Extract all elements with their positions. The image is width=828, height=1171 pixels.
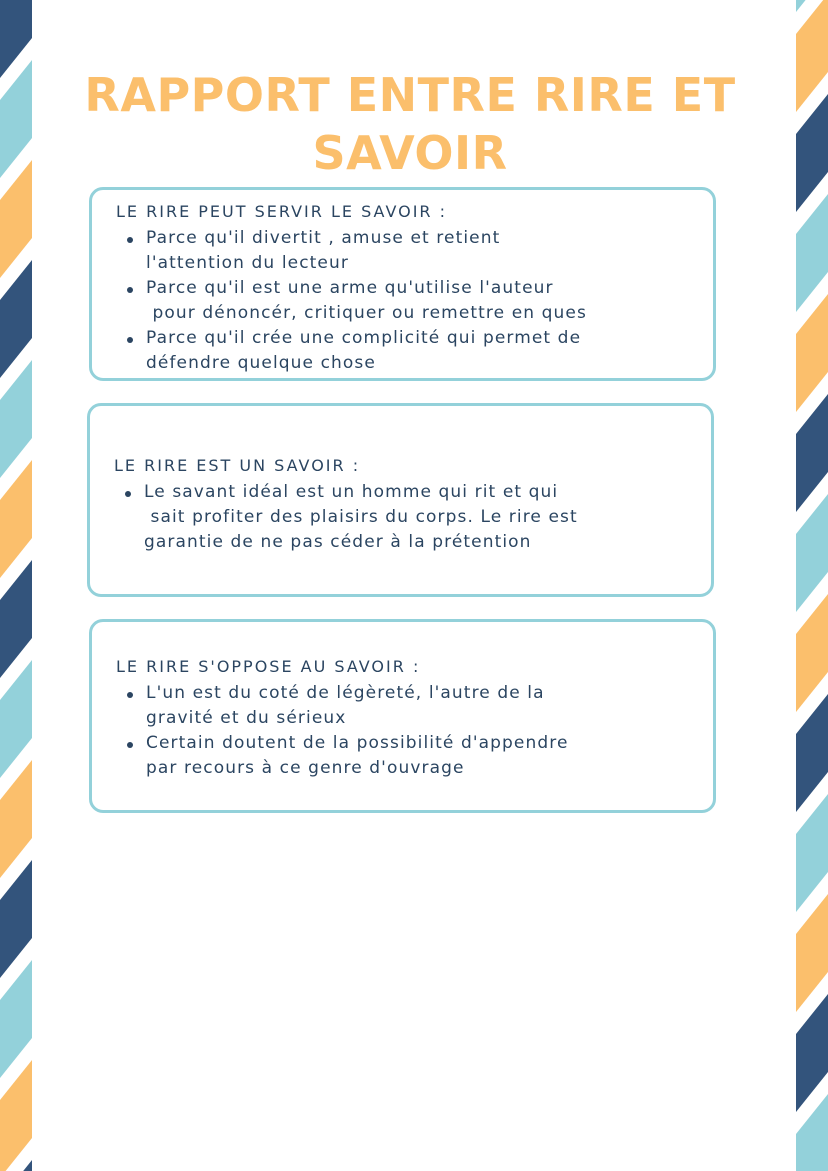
list-item-line: défendre quelque chose — [146, 353, 376, 373]
bullet-icon — [127, 692, 133, 698]
list-item-line: Parce qu'il est une arme qu'utilise l'auteur — [146, 278, 554, 298]
right-striped-border — [796, 0, 828, 1171]
list-item-line: Certain doutent de la possibilité d'appendre — [146, 733, 569, 753]
border-stripe — [796, 394, 828, 512]
border-stripe — [0, 460, 32, 578]
list-item — [114, 480, 701, 555]
title-line-2: SAVOIR — [312, 126, 508, 180]
border-stripe — [0, 260, 32, 378]
border-stripe — [796, 694, 828, 812]
list-item — [116, 326, 703, 376]
card-content — [114, 454, 701, 555]
border-stripe — [796, 94, 828, 212]
border-stripe — [0, 660, 32, 778]
border-stripe — [0, 760, 32, 878]
list-item-line: garantie de ne pas céder à la prétention — [144, 532, 532, 552]
border-stripe — [0, 960, 32, 1078]
list-item — [116, 276, 703, 326]
list-item-line: l'attention du lecteur — [146, 253, 349, 273]
bullet-icon — [127, 287, 133, 293]
title-line-1: RAPPORT ENTRE RIRE ET — [84, 68, 736, 122]
bullet-icon — [127, 237, 133, 243]
list-item-line: gravité et du sérieux — [146, 708, 347, 728]
border-stripe — [796, 294, 828, 412]
list-item-line: L'un est du coté de légèreté, l'autre de la — [146, 683, 545, 703]
bullet-list — [116, 681, 703, 781]
card-content — [116, 655, 703, 781]
list-item-line: Parce qu'il divertit , amuse et retient — [146, 228, 501, 248]
list-item-line: Le savant idéal est un homme qui rit et qui — [144, 482, 559, 502]
list-item-line: sait profiter des plaisirs du corps. Le rire est — [144, 507, 578, 527]
left-stripes-graphic — [0, 0, 32, 1171]
card-content — [116, 200, 703, 376]
page-title — [60, 66, 760, 182]
section-heading: LE RIRE PEUT SERVIR LE SAVOIR : — [116, 202, 448, 221]
bullet-list — [114, 480, 701, 555]
section-card-laugh-opposes-knowledge — [89, 619, 716, 813]
border-stripe — [796, 0, 828, 112]
border-stripe — [796, 194, 828, 312]
border-stripe — [796, 494, 828, 612]
border-stripe — [0, 560, 32, 678]
list-item-line: Parce qu'il crée une complicité qui permet de — [146, 328, 582, 348]
list-item — [116, 731, 703, 781]
right-stripes-graphic — [796, 0, 828, 1171]
list-item-line: pour dénoncér, critiquer ou remettre en ques — [146, 303, 587, 323]
border-stripe — [0, 1060, 32, 1171]
border-stripe — [0, 60, 32, 178]
border-stripe — [0, 160, 32, 278]
bullet-list — [116, 226, 703, 376]
list-item-line: par recours à ce genre d'ouvrage — [146, 758, 465, 778]
bullet-icon — [127, 337, 133, 343]
border-stripe — [0, 860, 32, 978]
list-item — [116, 681, 703, 731]
left-striped-border — [0, 0, 32, 1171]
border-stripe — [0, 360, 32, 478]
border-stripe — [796, 794, 828, 912]
section-heading: LE RIRE S'OPPOSE AU SAVOIR : — [116, 657, 421, 676]
section-card-laugh-serves-knowledge — [89, 187, 716, 381]
border-stripe — [796, 594, 828, 712]
list-item — [116, 226, 703, 276]
border-stripe — [796, 994, 828, 1112]
bullet-icon — [127, 742, 133, 748]
bullet-icon — [125, 491, 131, 497]
border-stripe — [796, 894, 828, 1012]
section-heading: LE RIRE EST UN SAVOIR : — [114, 456, 361, 475]
section-card-laugh-is-knowledge — [87, 403, 714, 597]
